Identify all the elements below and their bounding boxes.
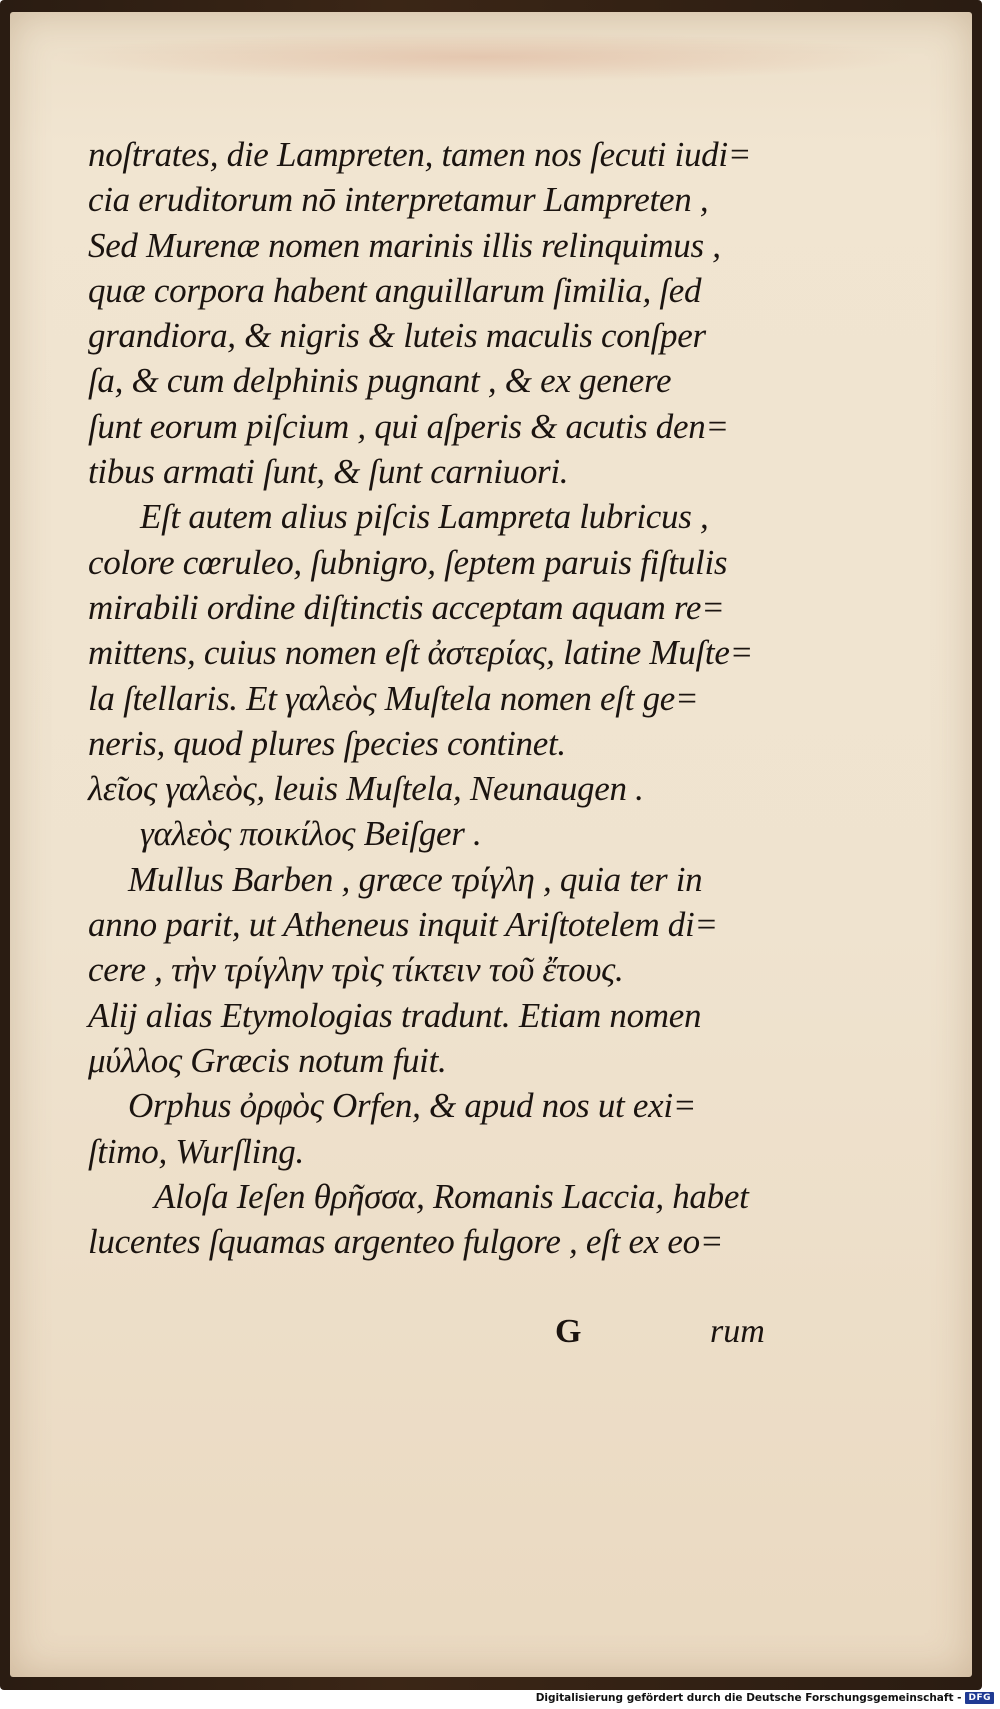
text-line: μύλλος Græcis notum fuit. [88,1040,447,1080]
text-line: Sed Murenæ nomen marinis illis relinquimus , [88,225,721,265]
text-line: la ſtellaris. Et γαλεὸς Muſtela nomen eſt ge= [88,678,699,718]
text-line: cere , τὴν τρίγλην τρὶς τίκτειν τοῦ ἔτους. [88,950,624,990]
text-line: tibus armati ſunt, & ſunt carniuori. [88,452,569,492]
text-line: mirabili ordine diſtinctis acceptam aquam re= [88,587,725,627]
text-line: noſtrates, die Lampreten, tamen nos ſecuti iudi= [88,135,752,174]
text-line: colore cœruleo, ſubnigro, ſeptem paruis fiſtulis [88,542,728,582]
text-line: γαλεὸς ποικίλος Beiſger . [140,814,482,854]
text-line: mittens, cuius nomen eſt ἀστερίας, latine Muſte= [88,633,753,673]
text-line: Eſt autem alius piſcis Lampreta lubricus , [140,497,709,537]
text-line: anno parit, ut Atheneus inquit Ariſtotelem di= [88,905,718,945]
digitization-credit [536,1690,994,1706]
text-line: ſunt eorum piſcium , qui aſperis & acutis den= [88,406,729,446]
text-line: quæ corpora habent anguillarum ſimilia, ſed [88,270,702,310]
text-line: ſtimo, Wurſling. [88,1131,304,1171]
text-line: Mullus Barben , græce τρίγλη , quia ter in [128,859,703,899]
text-line: grandiora, & nigris & luteis maculis conſper [88,316,706,356]
text-line: Aloſa Ieſen θρῆσσα, Romanis Laccia, habet [154,1176,749,1216]
page-stain [40,32,920,82]
text-line: cia eruditorum nō interpretamur Lampreten , [88,180,709,220]
page-text [88,132,828,1264]
dfg-logo: DFG [965,1692,994,1704]
text-line: Alij alias Etymologias tradunt. Etiam nomen [88,995,702,1035]
text-line: lucentes ſquamas argenteo fulgore , eſt ex eo= [88,1222,724,1262]
text-line: ſa, & cum delphinis pugnant , & ex genere [88,361,672,401]
signature-mark: G [555,1313,582,1350]
text-line: Orphus ὀρφὸς Orfen, & apud nos ut exi= [128,1086,697,1126]
catchword: rum [710,1313,765,1350]
text-line: λεῖος γαλεὸς, leuis Muſtela, Neunaugen . [88,769,644,809]
text-line: neris, quod plures ſpecies continet. [88,723,566,763]
credit-text: Digitalisierung gefördert durch die Deutsche Forschungsgemeinschaft - [535,1692,962,1704]
